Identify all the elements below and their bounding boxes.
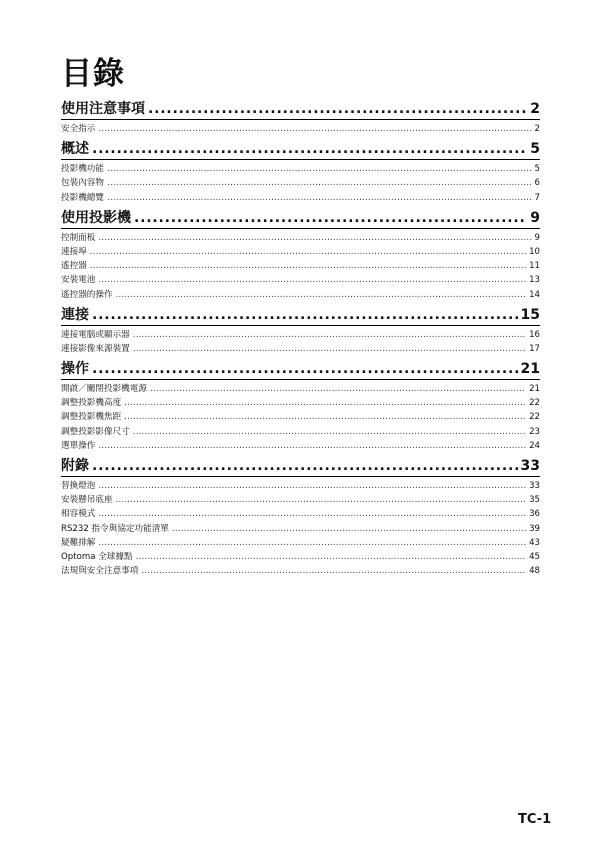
toc-entry[interactable] <box>61 396 540 410</box>
toc-heading[interactable] <box>61 139 540 160</box>
dot-leader <box>116 493 526 507</box>
toc-entry-label: 疑難排解 <box>61 537 96 548</box>
dot-leader <box>98 439 526 453</box>
dot-leader <box>107 176 532 190</box>
dot-leader <box>90 245 526 259</box>
toc-entry-label: 遙控器 <box>61 261 87 272</box>
dot-leader <box>116 288 526 302</box>
toc-entry-page: 2 <box>534 124 540 134</box>
toc-heading[interactable] <box>61 305 540 326</box>
table-of-contents <box>61 99 540 581</box>
toc-entry[interactable] <box>61 162 540 176</box>
toc-entry-page: 10 <box>529 246 540 257</box>
toc-entry[interactable] <box>61 536 540 550</box>
toc-entry-page: 16 <box>529 329 540 340</box>
toc-entry[interactable] <box>61 564 540 578</box>
toc-entry-page: 36 <box>529 509 540 520</box>
toc-entry-page: 24 <box>529 440 540 451</box>
toc-entry[interactable] <box>61 122 540 136</box>
toc-entry-label: 安裝電池 <box>61 275 96 286</box>
toc-entry-label: 連接埠 <box>61 246 87 257</box>
dot-leader <box>134 208 527 228</box>
toc-entry[interactable] <box>61 342 540 356</box>
toc-heading-label: 使用注意事項 <box>61 101 145 117</box>
dot-leader <box>133 425 526 439</box>
toc-entry-page: 11 <box>529 261 540 272</box>
toc-entry[interactable] <box>61 479 540 493</box>
toc-entry-label: 連接影像來源裝置 <box>61 343 130 354</box>
toc-section <box>61 456 540 578</box>
toc-entry-label: 遙控器的操作 <box>61 289 113 300</box>
toc-entry[interactable] <box>61 176 540 190</box>
toc-entry[interactable] <box>61 288 540 302</box>
toc-heading-page: 15 <box>520 306 540 323</box>
toc-entry-label: 選單操作 <box>61 440 96 451</box>
toc-entry-page: 6 <box>534 178 540 189</box>
toc-entry[interactable] <box>61 259 540 273</box>
dot-leader <box>133 328 526 342</box>
toc-entry-page: 33 <box>529 481 540 491</box>
toc-entry[interactable] <box>61 328 540 342</box>
toc-entry-label: 調整投影機高度 <box>61 398 122 409</box>
toc-heading-page: 21 <box>520 361 540 378</box>
toc-entry[interactable] <box>61 507 540 521</box>
toc-entry-label: 投影機功能 <box>61 164 104 175</box>
toc-entry-page: 9 <box>534 232 540 243</box>
toc-section <box>61 99 540 136</box>
toc-heading-label: 連接 <box>61 306 89 323</box>
dot-leader <box>107 191 532 205</box>
toc-heading[interactable] <box>61 99 540 120</box>
toc-section <box>61 139 540 205</box>
dot-leader <box>98 507 526 521</box>
dot-leader <box>92 139 527 159</box>
dot-leader <box>98 479 526 493</box>
toc-entry-label: 安裝懸吊底座 <box>61 495 113 506</box>
dot-leader <box>133 342 526 356</box>
toc-entry-label: 法規與安全注意事項 <box>61 566 139 577</box>
page-number: TC-1 <box>518 812 552 827</box>
toc-heading-page: 5 <box>530 141 540 158</box>
toc-entry-page: 13 <box>529 275 540 286</box>
toc-entry-label: 投影機總覽 <box>61 192 104 203</box>
toc-heading-label: 附錄 <box>61 458 89 474</box>
dot-leader <box>150 382 526 396</box>
toc-entry-label: RS232 指令與協定功能清單 <box>61 523 169 534</box>
toc-entry-label: Optoma 全球據點 <box>61 551 133 562</box>
toc-entry[interactable] <box>61 493 540 507</box>
toc-entry-page: 23 <box>529 426 540 437</box>
toc-heading-label: 使用投影機 <box>61 209 131 226</box>
toc-entry-page: 5 <box>534 164 540 175</box>
toc-section <box>61 305 540 356</box>
dot-leader <box>98 231 531 245</box>
dot-leader <box>107 162 532 176</box>
toc-heading-label: 操作 <box>61 361 89 378</box>
toc-entry[interactable] <box>61 231 540 245</box>
toc-entry-label: 包裝內容物 <box>61 178 104 189</box>
toc-heading-label: 概述 <box>61 141 89 158</box>
toc-entry[interactable] <box>61 522 540 536</box>
toc-entry-page: 48 <box>529 566 540 577</box>
dot-leader <box>92 359 518 379</box>
toc-entry-page: 35 <box>529 495 540 506</box>
toc-entry-page: 21 <box>529 384 540 395</box>
toc-entry-page: 43 <box>529 537 540 548</box>
toc-entry[interactable] <box>61 273 540 287</box>
toc-section <box>61 208 540 302</box>
toc-entry[interactable] <box>61 425 540 439</box>
toc-entry-page: 7 <box>534 192 540 203</box>
toc-entry[interactable] <box>61 191 540 205</box>
dot-leader <box>172 522 526 536</box>
toc-entry-label: 調整投影影像尺寸 <box>61 426 130 437</box>
toc-heading[interactable] <box>61 456 540 477</box>
page-title: 目錄 <box>61 56 125 92</box>
dot-leader <box>98 122 531 136</box>
toc-heading-page: 2 <box>530 101 540 117</box>
toc-entry[interactable] <box>61 410 540 424</box>
toc-entry-label: 相容模式 <box>61 509 96 520</box>
toc-entry-page: 17 <box>529 343 540 354</box>
toc-entry-label: 安全指示 <box>61 124 96 134</box>
dot-leader <box>98 273 526 287</box>
toc-entry-page: 45 <box>529 551 540 562</box>
dot-leader <box>90 259 526 273</box>
toc-entry-page: 14 <box>529 289 540 300</box>
toc-section <box>61 359 540 453</box>
toc-entry-page: 22 <box>529 398 540 409</box>
toc-entry-label: 連接電腦或顯示器 <box>61 329 130 340</box>
dot-leader <box>124 410 526 424</box>
dot-leader <box>148 99 527 119</box>
toc-entry-label: 開啟／關閉投影機電源 <box>61 384 147 395</box>
toc-entry[interactable] <box>61 245 540 259</box>
toc-heading[interactable] <box>61 359 540 380</box>
toc-entry-label: 控制面板 <box>61 232 96 243</box>
dot-leader <box>98 536 526 550</box>
dot-leader <box>136 550 526 564</box>
dot-leader <box>124 396 526 410</box>
toc-heading-page: 33 <box>520 458 540 474</box>
toc-entry-label: 替換燈泡 <box>61 481 96 491</box>
toc-entry-label: 調整投影機焦距 <box>61 412 122 423</box>
toc-entry-page: 39 <box>529 523 540 534</box>
toc-heading-page: 9 <box>530 209 540 226</box>
dot-leader <box>92 456 518 476</box>
toc-entry[interactable] <box>61 382 540 396</box>
toc-entry[interactable] <box>61 550 540 564</box>
toc-entry-page: 22 <box>529 412 540 423</box>
toc-entry[interactable] <box>61 439 540 453</box>
dot-leader <box>141 564 526 578</box>
toc-heading[interactable] <box>61 208 540 229</box>
dot-leader <box>92 305 518 325</box>
